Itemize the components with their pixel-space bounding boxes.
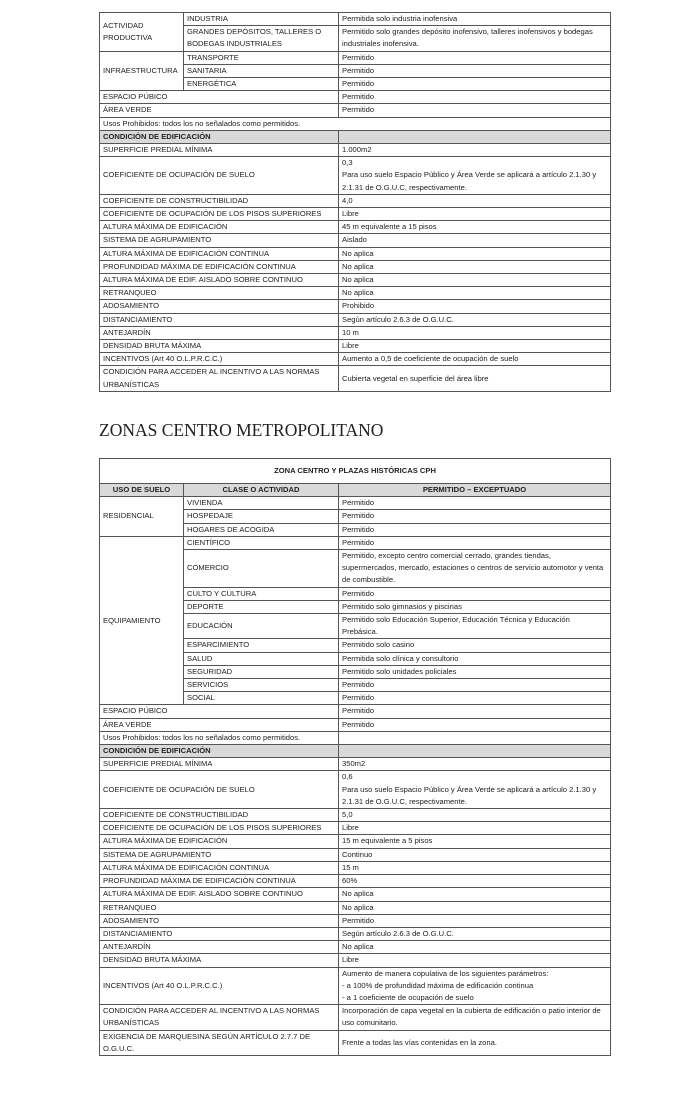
table-row <box>100 13 611 26</box>
table-cell: Libre <box>339 954 611 967</box>
table-row <box>100 731 611 744</box>
table-cell: Según artículo 2.6.3 de O.G.U.C. <box>339 313 611 326</box>
table-row <box>100 260 611 273</box>
table-cell: Cubierta vegetal en superficie del área libre <box>339 366 611 391</box>
table-row <box>100 1030 611 1055</box>
table-row <box>100 941 611 954</box>
table-cell: Permitido <box>339 51 611 64</box>
table-cell: SEGURIDAD <box>184 665 339 678</box>
table-row <box>100 340 611 353</box>
table-cell: 4,0 <box>339 194 611 207</box>
table-cell: Permitido <box>339 523 611 536</box>
table-row <box>100 300 611 313</box>
table-cell: COEFICIENTE DE OCUPACIÓN DE SUELO <box>100 157 339 195</box>
table-cell: ÁREA VERDE <box>100 104 339 117</box>
table-cell: SOCIAL <box>184 692 339 705</box>
table-cell: ANTEJARDÍN <box>100 326 339 339</box>
table-cell: ALTURA MÁXIMA DE EDIFICACIÓN CONTINUA <box>100 861 339 874</box>
table-row <box>100 104 611 117</box>
table-cell: Permitido <box>339 692 611 705</box>
table-cell: No aplica <box>339 941 611 954</box>
table-cell: ALTURA MÁXIMA DE EDIF. AISLADO SOBRE CONTINUO <box>100 274 339 287</box>
table-row <box>100 117 611 130</box>
table-cell: ESPACIO PÚBICO <box>100 91 339 104</box>
table-cell: No aplica <box>339 274 611 287</box>
table-row <box>100 353 611 366</box>
table-cell: DENSIDAD BRUTA MÁXIMA <box>100 340 339 353</box>
table-cell: 15 m <box>339 861 611 874</box>
table-cell: HOSPEDAJE <box>184 510 339 523</box>
table-cell: ÁREA VERDE <box>100 718 339 731</box>
table-cell <box>339 745 611 758</box>
table-row <box>100 914 611 927</box>
table-cell: Libre <box>339 822 611 835</box>
table-cell: 15 m equivalente a 5 pisos <box>339 835 611 848</box>
table-cell: DISTANCIAMIENTO <box>100 313 339 326</box>
table-cell: Según artículo 2.6.3 de O.G.U.C. <box>339 927 611 940</box>
table-cell: No aplica <box>339 901 611 914</box>
table-cell: COEFICIENTE DE CONSTRUCTIBILIDAD <box>100 809 339 822</box>
table-cell: Permitido <box>339 510 611 523</box>
table-cell: DISTANCIAMIENTO <box>100 927 339 940</box>
table-cell: PROFUNDIDAD MÁXIMA DE EDIFICACIÓN CONTINUA <box>100 260 339 273</box>
table-cell: Permitido <box>339 78 611 91</box>
section-heading: ZONAS CENTRO METROPOLITANO <box>99 420 384 440</box>
table-cell: Permitido <box>339 914 611 927</box>
table-cell: COEFICIENTE DE CONSTRUCTIBILIDAD <box>100 194 339 207</box>
table-cell: RETRANQUEO <box>100 287 339 300</box>
table-cell: COEFICIENTE DE OCUPACIÓN DE SUELO <box>100 771 339 809</box>
table-row <box>100 274 611 287</box>
table-cell: ZONA CENTRO Y PLAZAS HISTÓRICAS CPH <box>100 459 611 484</box>
table-row <box>100 51 611 64</box>
table-cell: VIVIENDA <box>184 497 339 510</box>
table-cell: Aumento de manera copulativa de los siguientes parámetros: - a 100% de profundidad máxima de edificación continua - a 1 coeficiente de ocupación de suelo <box>339 967 611 1005</box>
table-cell: Libre <box>339 340 611 353</box>
table-cell: Permitido <box>339 536 611 549</box>
table-cell: USO DE SUELO <box>100 484 184 497</box>
table-cell: 10 m <box>339 326 611 339</box>
table-cell: Permitida solo clínica y consultorio <box>339 652 611 665</box>
table-cell: SALUD <box>184 652 339 665</box>
table-row <box>100 366 611 391</box>
table-row <box>100 809 611 822</box>
table-cell: ALTURA MÁXIMA DE EDIF. AISLADO SOBRE CONTINUO <box>100 888 339 901</box>
table-cell: Continuo <box>339 848 611 861</box>
table-row <box>100 848 611 861</box>
table-cell: 0,6 Para uso suelo Espacio Público y Área Verde se aplicará a artículo 2.1.30 y 2.1.31 de O.G.U.C, respectivamente. <box>339 771 611 809</box>
zoning-table-cph <box>99 458 611 1056</box>
table-row <box>100 745 611 758</box>
table-cell: No aplica <box>339 247 611 260</box>
table-cell: Aumento a 0,5 de coeficiente de ocupación de suelo <box>339 353 611 366</box>
table-cell: ALTURA MÁXIMA DE EDIFICACIÓN <box>100 835 339 848</box>
table-row <box>100 758 611 771</box>
table-cell: No aplica <box>339 287 611 300</box>
zoning-table-upper-body <box>100 13 611 392</box>
table-cell: Permitido <box>339 64 611 77</box>
table-cell: ESPACIO PÚBICO <box>100 705 339 718</box>
table-row <box>100 234 611 247</box>
table-cell: Frente a todas las vías contenidas en la zona. <box>339 1030 611 1055</box>
table-row <box>100 705 611 718</box>
table-cell: CONDICIÓN DE EDIFICACIÓN <box>100 130 339 143</box>
table-cell: HOGARES DE ACOGIDA <box>184 523 339 536</box>
table-row <box>100 208 611 221</box>
table-cell: COEFICIENTE DE OCUPACIÓN DE LOS PISOS SUPERIORES <box>100 822 339 835</box>
table-cell: Usos Prohibidos: todos los no señalados como permitidos. <box>100 117 611 130</box>
table-cell: RETRANQUEO <box>100 901 339 914</box>
table-row <box>100 1005 611 1030</box>
table-cell: CULTO Y CULTURA <box>184 587 339 600</box>
table-cell: CLASE O ACTIVIDAD <box>184 484 339 497</box>
table-cell: EQUIPAMIENTO <box>100 536 184 705</box>
table-cell: SERVICIOS <box>184 679 339 692</box>
table-cell: SUPERFICIE PREDIAL MÍNIMA <box>100 758 339 771</box>
table-cell: Permitido, excepto centro comercial cerrado, grandes tiendas, supermercados, mercado, estaciones o centros de servicio automotor y venta de combustible. <box>339 550 611 588</box>
table-cell: CONDICIÓN DE EDIFICACIÓN <box>100 745 339 758</box>
table-cell: INFRAESTRUCTURA <box>100 51 184 91</box>
table-cell <box>339 130 611 143</box>
table-cell <box>339 731 611 744</box>
table-row <box>100 313 611 326</box>
table-row <box>100 718 611 731</box>
table-cell: SANITARIA <box>184 64 339 77</box>
table-cell: INDUSTRIA <box>184 13 339 26</box>
table-row <box>100 144 611 157</box>
table-cell: Permitido solo unidades policiales <box>339 665 611 678</box>
table-cell: INCENTIVOS (Art 40 O.L.P.R.C.C.) <box>100 353 339 366</box>
table-cell: 0,3 Para uso suelo Espacio Público y Área Verde se aplicará a artículo 2.1.30 y 2.1.31 de O.G.U.C, respectivamente. <box>339 157 611 195</box>
table-row <box>100 326 611 339</box>
table-cell: PROFUNDIDAD MÁXIMA DE EDIFICACIÓN CONTINUA <box>100 875 339 888</box>
table-cell: Permitido <box>339 705 611 718</box>
table-cell: Permitido <box>339 718 611 731</box>
table-row <box>100 835 611 848</box>
table-row <box>100 91 611 104</box>
table-cell: DEPORTE <box>184 600 339 613</box>
table-cell: ANTEJARDÍN <box>100 941 339 954</box>
table-row <box>100 771 611 809</box>
table-cell: 60% <box>339 875 611 888</box>
table-cell: Prohibido <box>339 300 611 313</box>
table-cell: SISTEMA DE AGRUPAMIENTO <box>100 234 339 247</box>
table-row <box>100 287 611 300</box>
table-row <box>100 861 611 874</box>
table-cell: 45 m equivalente a 15 pisos <box>339 221 611 234</box>
table-cell: No aplica <box>339 260 611 273</box>
table-row <box>100 536 611 549</box>
table-cell: Permitido solo Educación Superior, Educación Técnica y Educación Prebásica. <box>339 614 611 639</box>
table-cell: Permitido <box>339 91 611 104</box>
table-cell: Permitido <box>339 497 611 510</box>
table-cell: GRANDES DEPÓSITOS, TALLERES O BODEGAS INDUSTRIALES <box>184 26 339 51</box>
table-cell: Aislado <box>339 234 611 247</box>
table-cell: EXIGENCIA DE MARQUESINA SEGÚN ARTÍCULO 2.7.7 DE O.G.U.C. <box>100 1030 339 1055</box>
table-row <box>100 927 611 940</box>
table-cell: ADOSAMIENTO <box>100 914 339 927</box>
table-cell: Permitido <box>339 104 611 117</box>
table-row <box>100 194 611 207</box>
table-cell: PERMITIDO – EXCEPTUADO <box>339 484 611 497</box>
table-cell: ALTURA MÁXIMA DE EDIFICACIÓN CONTINUA <box>100 247 339 260</box>
table-row <box>100 459 611 484</box>
table-cell: Permitido solo casino <box>339 639 611 652</box>
table-cell: ADOSAMIENTO <box>100 300 339 313</box>
table-cell: Incorporación de capa vegetal en la cubierta de edificación o patio interior de uso comunitario. <box>339 1005 611 1030</box>
table-row <box>100 130 611 143</box>
table-row <box>100 888 611 901</box>
table-row <box>100 875 611 888</box>
zoning-table-upper <box>99 12 611 392</box>
table-cell: DENSIDAD BRUTA MÁXIMA <box>100 954 339 967</box>
table-cell: ESPARCIMIENTO <box>184 639 339 652</box>
table-cell: 350m2 <box>339 758 611 771</box>
table-cell: Permitido <box>339 587 611 600</box>
table-row <box>100 901 611 914</box>
table-cell: ACTIVIDAD PRODUCTIVA <box>100 13 184 52</box>
table-cell: RESIDENCIAL <box>100 497 184 537</box>
table-cell: Permitido solo grandes depósito inofensivo, talleres inofensivos y bodegas industriales inofensiva. <box>339 26 611 51</box>
table-row <box>100 484 611 497</box>
table-cell: EDUCACIÓN <box>184 614 339 639</box>
table-cell: SUPERFICIE PREDIAL MÍNIMA <box>100 144 339 157</box>
table-cell: Permitida solo industria inofensiva <box>339 13 611 26</box>
table-cell: COMERCIO <box>184 550 339 588</box>
table-cell: Permitido solo gimnasios y piscinas <box>339 600 611 613</box>
table-row <box>100 954 611 967</box>
table-cell: No aplica <box>339 888 611 901</box>
zoning-table-cph-body <box>100 459 611 1056</box>
table-cell: TRANSPORTE <box>184 51 339 64</box>
table-row <box>100 247 611 260</box>
table-cell: COEFICIENTE DE OCUPACIÓN DE LOS PISOS SUPERIORES <box>100 208 339 221</box>
table-cell: ALTURA MÁXIMA DE EDIFICACIÓN <box>100 221 339 234</box>
table-cell: SISTEMA DE AGRUPAMIENTO <box>100 848 339 861</box>
table-cell: 1.000m2 <box>339 144 611 157</box>
table-cell: INCENTIVOS (Art 40 O.L.P.R.C.C.) <box>100 967 339 1005</box>
table-cell: CONDICIÓN PARA ACCEDER AL INCENTIVO A LAS NORMAS URBANÍSTICAS <box>100 366 339 391</box>
table-row <box>100 221 611 234</box>
table-cell: 5,0 <box>339 809 611 822</box>
table-row <box>100 822 611 835</box>
table-cell: ENERGÉTICA <box>184 78 339 91</box>
table-cell: CIENTÍFICO <box>184 536 339 549</box>
table-cell: Usos Prohibidos: todos los no señalados como permitidos. <box>100 731 339 744</box>
table-row <box>100 967 611 1005</box>
table-cell: CONDICIÓN PARA ACCEDER AL INCENTIVO A LAS NORMAS URBANÍSTICAS <box>100 1005 339 1030</box>
table-row <box>100 157 611 195</box>
table-row <box>100 497 611 510</box>
table-cell: Libre <box>339 208 611 221</box>
table-cell: Permitido <box>339 679 611 692</box>
